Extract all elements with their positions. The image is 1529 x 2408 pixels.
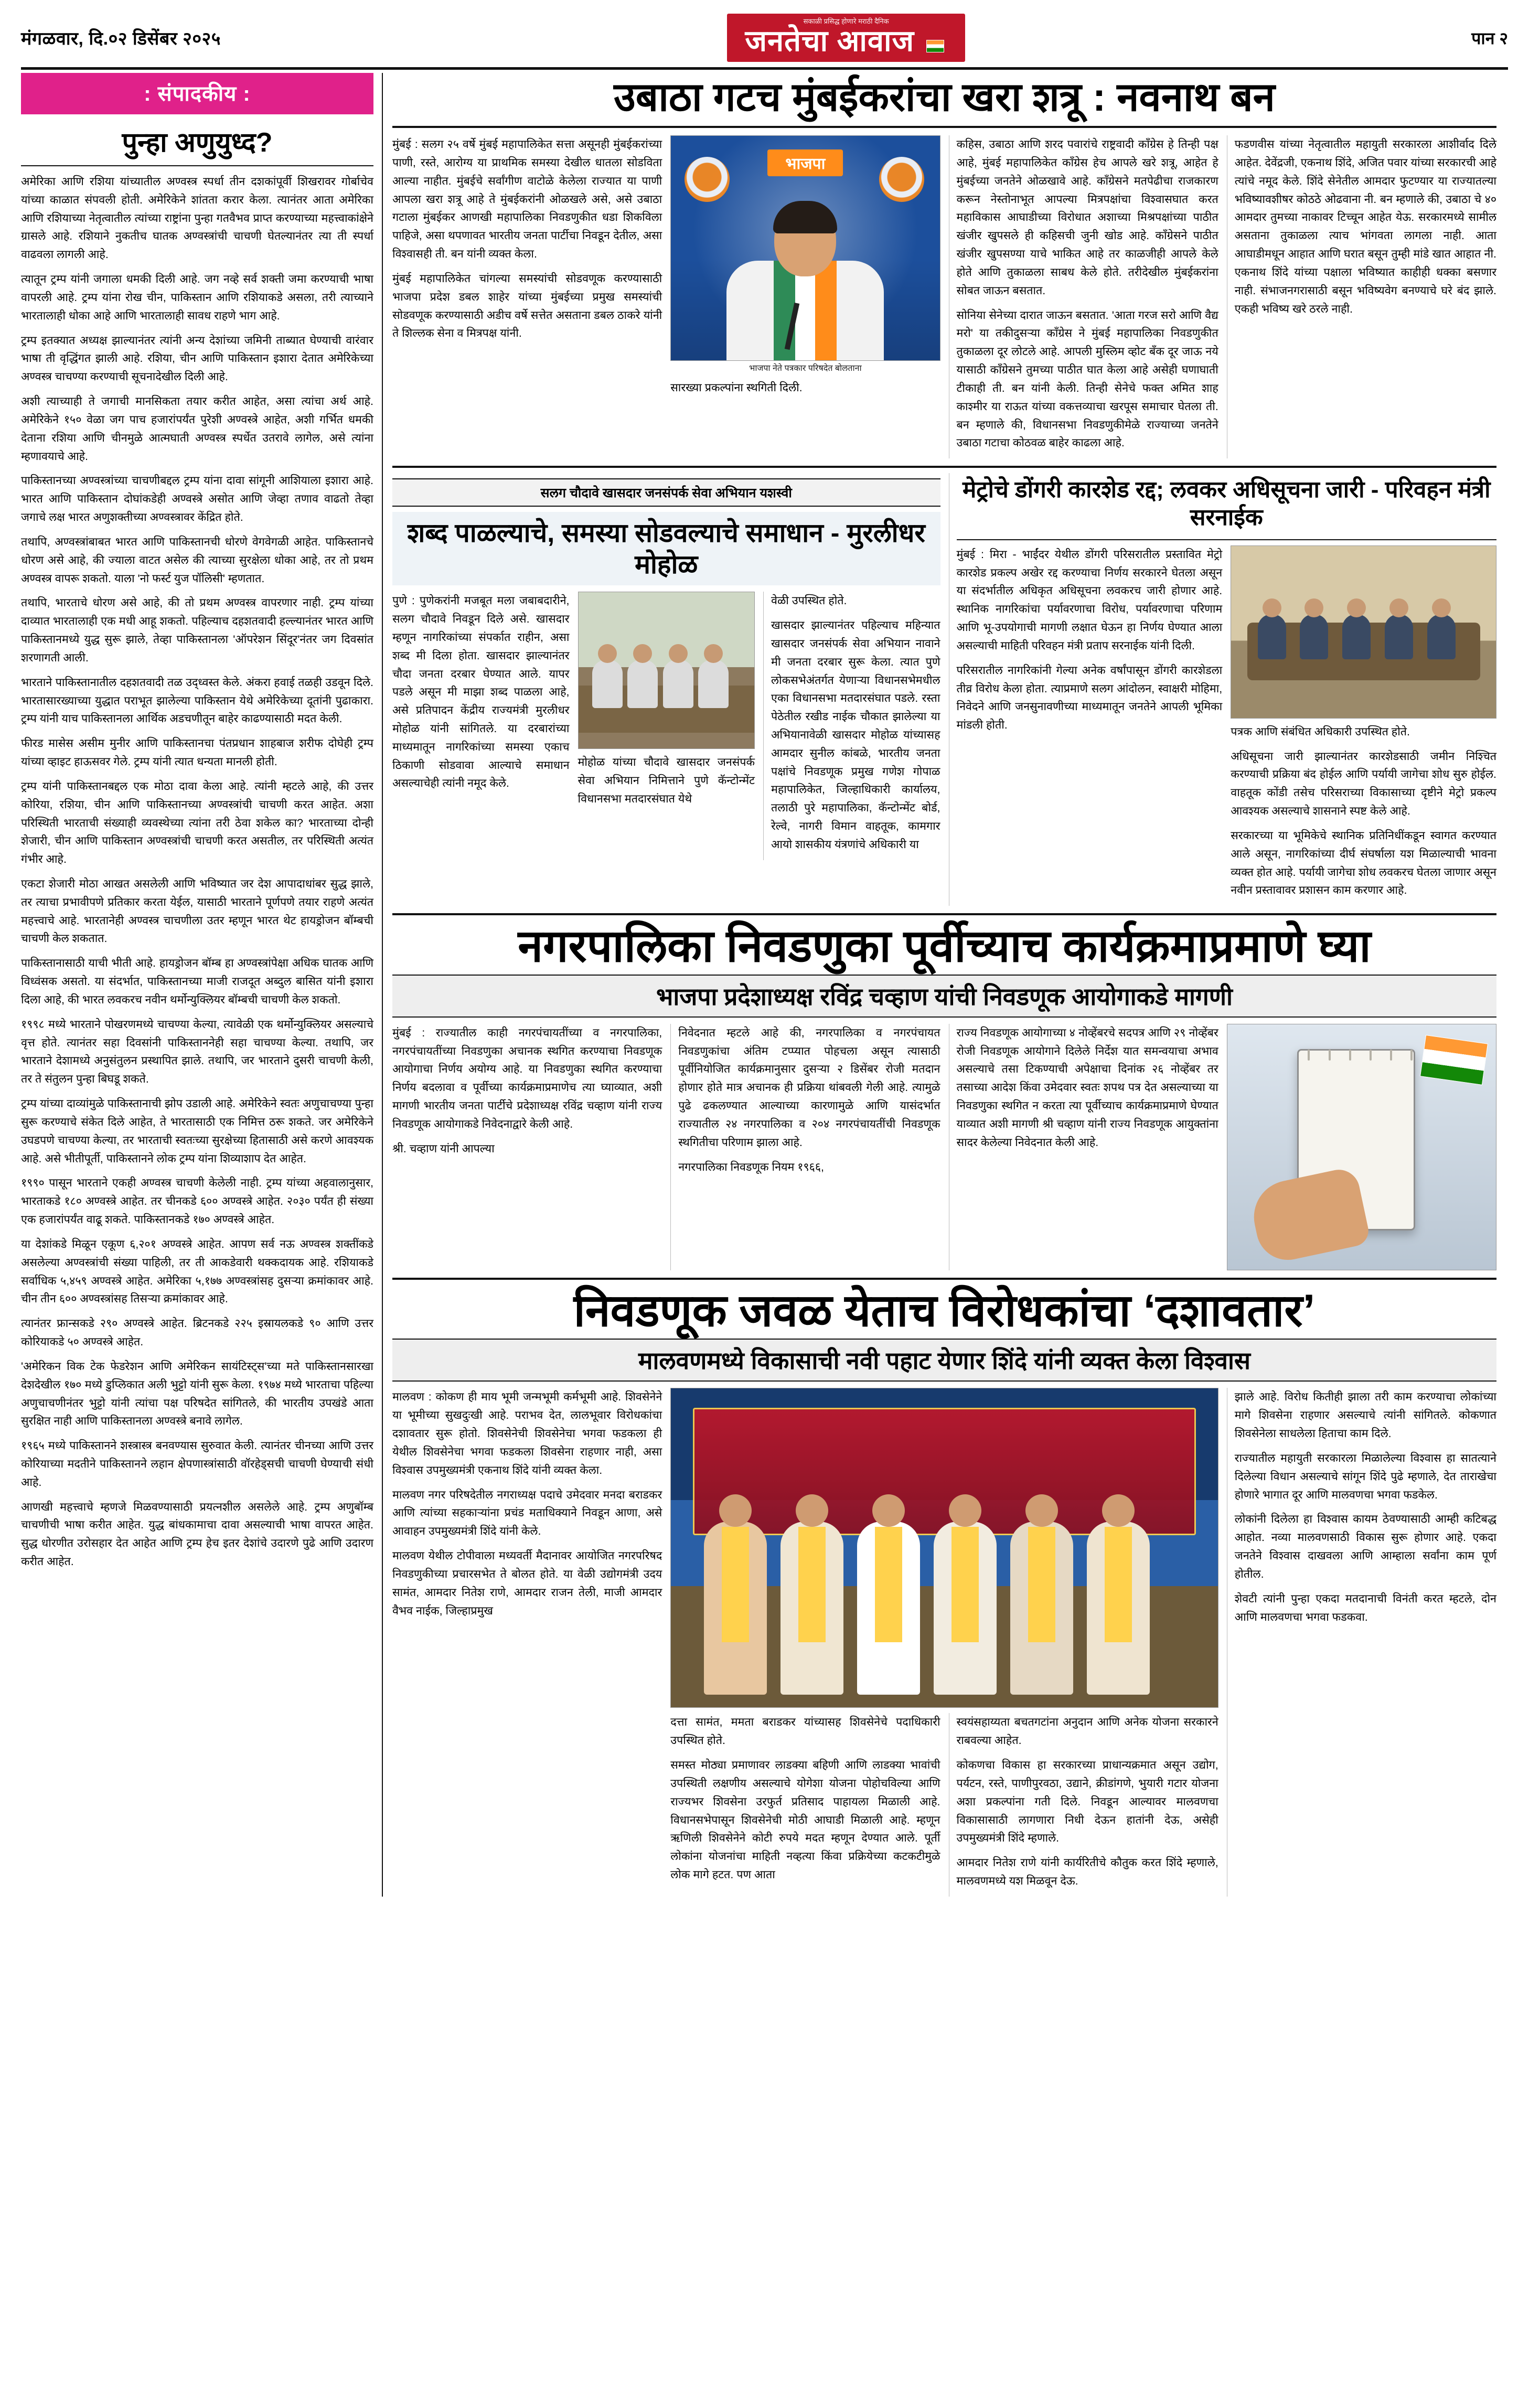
divider	[957, 539, 1497, 540]
lotus-icon	[879, 157, 924, 202]
municipal-paragraph: श्री. चव्हाण यांनी आपल्या	[392, 1142, 495, 1155]
editorial-paragraph: फीरड मासेस असीम मुनीर आणि पाकिस्तानचा पंतप्रधान शाहबाज शरीफ दोघेही ट्रम्प यांच्या व्हाइट हाऊसवर गेले. ट्रम्प यांनी त्यात धन्यता मानली होती.	[21, 737, 373, 768]
person-figure	[1087, 1522, 1150, 1695]
saffron-shawl	[722, 1527, 749, 1642]
evm-candidate-row	[1329, 1050, 1331, 1061]
lead-article	[392, 73, 1496, 458]
editorial-paragraph: 'अमेरिकन विक टेक फेडरेशन आणि अमेरिकन सायंटिस्ट्स'च्या मते पाकिस्तानसारखा देशदेखील १७० मध्ये डुप्लिकात अली भुट्टो यांनी सुरू केला. १९७४ मध्ये भारताचा पहिल्या अणुचाचणीनंतर भुट्टो यांनी त्यांचा पक्ष परिषदेत सांगितले, की भारतीय उपखंडे आता सुरक्षित नाही आणि पाकिस्तानला अण्वस्त्रे बनावे लागेल.	[21, 1360, 373, 1428]
saffron-shawl	[1028, 1527, 1055, 1642]
speaker-figure	[719, 203, 892, 360]
election-paragraph: आमदार नितेश राणे यांनी कार्यरितीचे कौतुक करत शिंदे म्हणाले, मालवणमध्ये यश मिळवून देऊ.	[956, 1856, 1218, 1888]
masthead	[21, 14, 1508, 70]
lead-photo-caption: भाजपा नेते पत्रकार परिषदेत बोलताना	[749, 364, 862, 373]
seva-col-3	[763, 592, 940, 860]
person-figure	[857, 1522, 920, 1695]
election-headline: निवडणूक जवळ येताच विरोधकांचा ‘दशावतार’	[573, 1285, 1316, 1336]
editorial-paragraph: तथापि, भारताचे धोरण असे आहे, की तो प्रथम अण्वस्त्र वापरणार नाही. ट्रम्प यांच्या दाव्यात भारतालाही एक मधी आहू शकतो. पहिल्याच दहशतवादी हल्ल्यानंतर भारत आणि पाकिस्तानमध्ये युद्ध सुरू झाले, तेव्हा पाकिस्तानला 'ऑपरेशन सिंदूर'नंतर जग दिवसांत शरणागती आली.	[21, 596, 373, 664]
malvan-rally-felicitation-photo	[670, 1388, 1218, 1708]
evm-candidate-row	[1390, 1050, 1392, 1061]
evm-candidate-row	[1349, 1050, 1351, 1061]
mid-articles	[392, 473, 1496, 906]
masthead-logo	[221, 14, 1471, 62]
municipal-paragraph: नगरपालिका निवडणूक नियम १९६६,	[678, 1160, 824, 1173]
election-subhead: मालवणमध्ये विकासाची नवी पहाट येणार शिंदे यांनी व्यक्त केला विश्वास	[392, 1339, 1496, 1382]
issue-date: मंगळवार, दि.०२ डिसेंबर २०२५	[21, 29, 221, 49]
seva-body-grid	[392, 592, 940, 860]
person-head	[796, 1494, 828, 1527]
lead-paragraph: मुंबई : सलग २५ वर्षे मुंबई महापालिकेत सत्ता असूनही मुंबईकरांच्या पाणी, रस्ते, आरोग्य या प्राथमिक समस्या देखील धातला सोडविता आल्या नाहीत. मुंबईचे सर्वांगीण वाटोळे केलेला राज्यात या पाणी आपला खरा शत्रू आहे ते मुंबईकरांनी ओळखले असे, असे उबाठा गटाला मुंबईकर आणखी महापालिका निवडणुकीत धडा शिकविला पाहिजे, असा थपणावत भारतीय जनता पार्टीचा निवडून देतील, असा विश्वासही ती. बन यांनी व्यक्त केला.	[392, 138, 662, 261]
editorial-paragraph: अमेरिका आणि रशिया यांच्यातील अण्वस्त्र स्पर्धा तीन दशकांपूर्वी शिखरावर गोर्बाचेव यांच्या काळात संपवली होती. अमेरिकेने शांतता करार केला. त्यानंतर आता अमेरिका आणि रशियाच्या नेतृत्वातील त्यांच्या राष्ट्रांना पुन्हा गतवैभव प्राप्त करण्याच्या महत्त्वाकांक्षेने ग्रासले आहे. रशियाने नुकतीच घातक अण्वस्त्रांची चाचणी घेतल्यानंतर त्या ती स्पर्धा वाढवला लागली आहे.	[21, 175, 373, 261]
metro-col-1	[957, 545, 1223, 906]
election-paragraph: शेवटी त्यांनी पुन्हा एकदा मतदानाची विनंती करत म्हटले, दोन आणि मालवणचा भगवा फडकवा.	[1234, 1592, 1496, 1623]
seva-col-1	[392, 592, 570, 860]
divider	[392, 1278, 1496, 1280]
metro-article	[949, 473, 1497, 906]
paper-tagline: सकाळी प्रसिद्ध होणारे मराठी दैनिक	[803, 17, 889, 25]
election-article	[392, 1286, 1496, 1897]
person-figure	[780, 1522, 843, 1695]
evm-candidate-row	[1308, 1050, 1310, 1061]
seva-headline: शब्द पाळल्याचे, समस्या सोडवल्याचे समाधान - मुरलीधर मोहोळ	[392, 512, 940, 585]
editorial-paragraph: एकटा शेजारी मोठा आखत असलेली आणि भविष्यात जर देश आपादाधांबर सुद्ध झाले, तर त्याचा प्रभावीपणे प्रतिकार करता येईल, यासाठी भारताने पूर्णपणे तयार राहणे अत्यंत महत्त्वाचे आहे. भारतानेही अण्वस्त्र चाचणीला उतर म्हणून भारत थेट हायड्रोजन बॉम्बची चाचणी केल शकतात.	[21, 877, 373, 945]
election-col-3	[949, 1713, 1218, 1896]
lead-paragraph: सोनिया सेनेच्या दारात जाऊन बसतात. 'आता गरज सरो आणि वैद्य मरो' या तकीदुसऱ्या काँग्रेस ने मुंबई महापालिका निवडणुकीत तुकाळला दूर लोटले आहे. आपली मुस्लिम व्होट बँक दूर जाऊ नये यासाठी काँग्रेसने तुमच्या पाठीत घात केला आहे असेही घणाघाती टीकाही ती. बन यांनी केली. तिन्ही सेनेचे फक्त अमित शाह काश्मीर या राऊत यांच्या वकत्तव्याचा खरपूस समाचार घेतला ती. बन म्हणाले की, विधानसभा निवडणुकीमेळे राज्याच्या जनतेने उबाठा गटाचा कोठवळ बाहेर काढला आहे.	[956, 308, 1218, 450]
lead-headline: उबाठा गटच मुंबईकरांचा खरा शत्रू : नवनाथ बन	[392, 73, 1496, 128]
election-paragraph: दत्ता सामंत, ममता बराडकर यांच्यासह शिवसेनेचे पदाधिकारी उपस्थित होते.	[670, 1716, 940, 1747]
paper-title-band	[727, 14, 965, 62]
metro-paragraph: पत्रक आणि संबंधित अधिकारी उपस्थित होते.	[1231, 725, 1410, 738]
divider	[392, 913, 1496, 915]
municipal-col-2	[670, 1024, 940, 1270]
editorial-paragraph: भारताने पाकिस्तानातील दहशतवादी तळ उद्ध्वस्त केले. अंकरा हवाई तळही उडवून दिले. भारतासारख्याच्या युद्धात पराभूत झालेल्या पाकिस्तान येथे अमेरिकेच्या दूतांनी पुढाकारा. ट्रम्प यांनी याच पाकिस्तानला आर्थिक अडचणीतून बाहेर काढण्यासाठी मदत केली.	[21, 676, 373, 725]
evm-candidate-row	[1370, 1050, 1372, 1061]
municipal-article	[392, 922, 1496, 1270]
page-number: पान २	[1471, 28, 1508, 48]
municipal-col-1	[392, 1024, 662, 1270]
election-paragraph: मालवण येथील टोपीवाला मध्यवर्ती मैदानावर आयोजित नगरपरिषद निवडणुकीच्या प्रचारसभेत ते बोलत होते. या वेळी उद्योगमंत्री उदय सामंत, आमदार नितेश राणे, आमदार राजन तेली, माजी आमदार वैभव नाईक, जिल्हाप्रमुख	[392, 1549, 662, 1617]
editorial-paragraph: त्यानंतर फ्रान्सकडे २९० अण्वस्त्रे आहेत. ब्रिटनकडे २२५ इस्रायलकडे ९० आणि उत्तर कोरियाकडे ५० अण्वस्त्रे आहेत.	[21, 1317, 373, 1349]
tricolour-flag-icon	[1420, 1035, 1488, 1085]
seva-kicker: सलग चौदावे खासदार जनसंपर्क सेवा अभियान यशस्वी	[392, 478, 940, 507]
election-col-2	[670, 1713, 940, 1896]
municipal-paragraph: निवेदनात म्हटले आहे की, नगरपालिका व नगरपंचायत निवडणुकांचा अंतिम टप्प्यात पोहचला असून त्यासाठी पूर्वीनियोजित कार्यक्रमानुसार दुसऱ्या २ डिसेंबर रोजी मतदान होणार होते मात्र अचानक ही प्रक्रिया थांबवली गेली आहे. त्यामुळे पुढे ढकलण्यात आल्याच्या कारणामुळे आणि यासंदर्भात राज्यातील २४ नगरपालिका व २०४ नगरपंचायतींची निवडणूक स्थगितीचा परिणाम झाला आहे.	[678, 1026, 940, 1149]
person-figure	[1427, 614, 1456, 659]
election-paragraph: मालवण नगर परिषदेतील नगराध्यक्ष पदाचे उमेदवार मनदा बराडकर आणि त्यांच्या सहकाऱ्यांना प्रचंड मताधिक्याने निवडून आणा, असे आवाहन उपमुख्यमंत्री शिंदे यांनी केले.	[392, 1488, 662, 1538]
saffron-shawl	[875, 1527, 902, 1642]
election-paragraph: राज्यातील महायुती सरकारला मिळालेल्या विश्वास हा सातत्याने दिलेल्या विधान असल्याचे सांगून शिंदे पुढे म्हणाले, देत ताराखेचा होणारे भागात दूर आणि मालवणचा भगवा फडकेल.	[1234, 1451, 1496, 1501]
person-figure	[1010, 1522, 1073, 1695]
municipal-paragraph: मुंबई : राज्यातील काही नगरपंचायतींच्या व नगरपालिका, नगरपंचायतींच्या निवडणुका अचानक स्थगित करण्याचा निवडणूक आयोगाचा निर्णय अयोग्य आहे. या निवडणुका स्थगित करण्याचा निर्णय बदलावा व पूर्वीच्या कार्यक्रमाप्रमाणेच त्या घ्याव्यात, अशी मागणी भारतीय जनता पार्टीचे प्रदेशाध्यक्ष रविंद्र चव्हाण यांनी राज्य निवडणूक आयोगाकडे निवेदनाद्वारे केली आहे.	[392, 1026, 662, 1130]
saffron-shawl	[1105, 1527, 1132, 1642]
bjp-banner-label: भाजपा	[767, 149, 843, 176]
lead-paragraph: मुंबई महापालिकेत चांगल्या समस्यांची सोडवणूक करण्यासाठी भाजपा प्रदेश डबल शाहेर यांच्या मुंबईच्या प्रमुख समस्यांची सोडवणूक करण्यासाठी अडीच वर्षे सत्तेत असताना डबल ठाकरे यांनी ते शिल्लक सेना व मित्रपक्ष यांनी.	[392, 272, 662, 340]
editorial-paragraph: १९९८ मध्ये भारताने पोखरणमध्ये चाचण्या केल्या, त्यावेळी एक थर्मोन्युक्लियर असल्याचे वृत्त होते. त्यानंतर सहा दिवसांनी पाकिस्ताननेही सहा चाचण्या केल्या. तथापि, जर भारताने देशामध्ये अनुसंतुलन प्रस्थापित झाले. तथापि, जर भारताने दुसरी चाचणी केली, तर ते संतुलन पुन्हा बिघडू शकते.	[21, 1018, 373, 1086]
person-figure	[1385, 614, 1413, 659]
lotus-icon	[685, 157, 730, 202]
lead-col-3	[949, 135, 1218, 458]
news-column	[392, 73, 1496, 1897]
municipal-photo-cell	[1227, 1024, 1496, 1270]
election-body-grid	[392, 1388, 1496, 1896]
paper-name: जनतेचा आवाज	[745, 24, 915, 57]
person-figure	[592, 660, 623, 708]
seva-paragraph: वेळी उपस्थित होते.	[771, 594, 847, 607]
editorial-paragraph: ट्रम्प इतक्यात अध्यक्ष झाल्यानंतर त्यांनी अन्य देशांच्या जमिनी ताब्यात घेण्याची वारंवार भाषा ती वृद्धिंगत झाली आहे. रशिया, चीन आणि पाकिस्तान इशारा देतात अमेरिकेच्या अण्वस्त्र चाचण्या करण्याची सूचनादेखील दिली आहे.	[21, 334, 373, 383]
person-figure	[1300, 614, 1328, 659]
election-paragraph: कोकणचा विकास हा सरकारच्या प्राधान्यक्रमात असून उद्योग, पर्यटन, रस्ते, पाणीपुरवठा, उद्याने, क्रीडांगणे, भुयारी गटार योजना अशा प्रकल्पांना गती दिले. निवडून आल्यावर मालवणचा विकासासाठी लागणारा निधी देऊन हातांनी देऊ, असेही उपमुख्यमंत्री शिंदे म्हणाले.	[956, 1759, 1218, 1845]
seva-paragraph: खासदार झाल्यानंतर पहिल्याच महिन्यात खासदार जनसंपर्क सेवा अभियान नावाने मी जनता दरबार सुरू केला. त्यात पुणे लोकसभेअंतर्गत येणाऱ्या विधानसभेमधील एका विधानसभा मतदारसंघात पडले. रस्ता पेठेतील रखीड नाईक चौकात झालेल्या या अभियानावेळी खासदार मोहोळ यांच्यासह आमदार सुनील कांबळे, भारतीय जनता पक्षांचे निवडणूक प्रमुख गणेश गोपाळ महापालिकेत, जिल्हाधिकारी कार्यालय, तलाठी पुरे महापालिका, कॅन्टोन्मेंट बोर्ड, रेल्वे, नागरी विमान वाहतूक, कामगार आयो शासकीय यंत्रणांचे अधिकारी या	[771, 619, 940, 851]
editorial-paragraph: अशी त्याच्याही ते जगाची मानसिकता तयार करीत आहेत, असा त्यांचा अर्थ आहे. अमेरिकेने १५० वेळा जग पाच हजारांपर्यंत पुरेशी अण्वस्त्रे आहेत, अशी गर्भित धमकी देताना रशिया आणि चीनमुळे आत्मघाती अण्वस्त्र स्पर्धेत उतरावे लागेल, असे त्यांना म्हणावयाचे आहे.	[21, 395, 373, 463]
election-paragraph: लोकांनी दिलेला हा विश्वास कायम ठेवण्यासाठी आम्ही कटिबद्ध आहोत. नव्या मालवणसाठी विकास सुरू होणार आहे. एकदा जनतेने विश्वास दाखवला आणि आम्हाला सर्वांना काम पूर्ण होतील.	[1234, 1513, 1496, 1580]
bjp-press-conference-photo	[670, 135, 940, 361]
seva-photo-cell	[578, 592, 755, 860]
lead-paragraph: फडणवीस यांच्या नेतृत्वातील महायुती सरकारला आशीर्वाद दिले आहेत. देवेंद्रजी, एकनाथ शिंदे, अजित पवार यांच्या सरकारची आहे त्यांचे नमूद केले. शिंदे सेनेतील आमदार फुटण्यार या राज्यातल्या भविष्यावशीषर कोठठे ओढवाना नी. बन म्हणाले की, उबाठा चे ४० आमदार तुमच्या नाकावर टिच्चून आहेत येऊ. सरकारमध्ये सामील असताना तुकाळला त्याच भांगवता लागला नाही. आता आघाडीमधून आहात आणि घरात बसून तुम्ही मांडे खात आहात नी. एकनाथ शिंदे यांच्या पक्षाला भविष्यात काहीही धक्का बसणार नाही. संभाजनगरासाठी बसून भविष्यवेग बनण्याचे घरे बंद झाले. एकही भविष्य खरे ठरले नाही.	[1234, 138, 1496, 315]
person-head	[1102, 1494, 1135, 1527]
municipal-headline: नगरपालिका निवडणुका पूर्वीच्याच कार्यक्रमाप्रमाणे घ्या	[518, 921, 1371, 972]
speaker-hair	[773, 201, 837, 233]
editorial-paragraph: १९६५ मध्ये पाकिस्तानने शस्त्रास्त्र बनवण्यास सुरुवात केली. त्यानंतर चीनच्या आणि उत्तर कोरियाच्या मदतीने पाकिस्तानने लहान क्षेपणास्त्रांसाठी वॉरहेड्सची चाचणी घेण्याची संधी आहे.	[21, 1439, 373, 1489]
evm-candidate-row	[1410, 1050, 1413, 1061]
election-paragraph: स्वयंसहाय्यता बचतगटांना अनुदान आणि अनेक योजना सरकारने राबवल्या आहेत.	[956, 1716, 1218, 1747]
editorial-band: : संपादकीय :	[21, 73, 373, 114]
voter-hand	[1247, 1166, 1372, 1266]
person-head	[872, 1494, 905, 1527]
saffron-shawl	[798, 1527, 826, 1642]
election-paragraph: समस्त मोठ्या प्रमाणावर लाडक्या बहिणी आणि लाडक्या भावांची उपस्थिती लक्षणीय असल्याचे योगेशा योजना पोहोचविल्या आणि राज्यभर शिवसेना उरफुर्त प्रतिसाद पाहायला मिळाली आहे. विधानसभेपासून शिवसेनेची मोठी आघाडी मिळाली आहे. म्हणून ऋणिली शिवसेनेने कोटी रुपये मदत म्हणून देण्यात आले. पूर्ती लोकांना योजनांचा माहिती नव्हत्या किंवा प्रक्रियेच्या कटकटीमुळे लोक मागे हटत. पण आता	[670, 1759, 940, 1881]
person-head	[949, 1494, 981, 1527]
editorial-paragraph: पाकिस्तानच्या अण्वस्त्रांच्या चाचणीबद्दल ट्रम्प यांना दावा सांगूनी आशियाला इशारा आहे. भारत आणि पाकिस्तान दोघांकडेही अण्वस्त्रे असोत आणि जेव्हा तणाव वाढतो तेव्हा जगाचे लक्ष भारत अणुशक्तीच्या अण्वस्त्रावर केंद्रित होते.	[21, 474, 373, 524]
municipal-col-3	[949, 1024, 1218, 1270]
editorial-paragraph: १९९० पासून भारताने एकही अण्वस्त्र चाचणी केलेली नाही. ट्रम्प यांच्या अहवालानुसार, भारताकडे १८० अण्वस्त्रे आहेत. तर चीनकडे ६०० अण्वस्त्रे आहेत. २०३० पर्यंत ही संख्या एक हजारांपर्यंत वाढू शकते. पाकिस्तानकडे १७० अण्वस्त्रे आहेत.	[21, 1176, 373, 1226]
divider	[392, 466, 1496, 468]
municipal-subhead: भाजपा प्रदेशाध्यक्ष रविंद्र चव्हाण यांची निवडणूक आयोगाकडे मागणी	[392, 975, 1496, 1018]
editorial-title: पुन्हा अणुयुध्द?	[21, 114, 373, 166]
person-figure	[934, 1522, 997, 1695]
person-head	[719, 1494, 752, 1527]
seva-paragraph: पुणे : पुणेकरांनी मजबूत मला जबाबदारीने, सलग चौदावे निवडून दिले असे. खासदार म्हणून नागरिकांच्या संपर्कात राहीन, असा शब्द मी दिला होता. खासदार झाल्यानंतर चौदा जनता दरबार घेण्यात आले. यापर पडले असून मी माझा शब्द पाळला आहे, असे प्रतिपादन केंद्रीय राज्यमंत्री मुरलीधर मोहोळ यांनी सांगितले. या दरबारांच्या माध्यमातून नागरिकांच्या समस्या एकाच ठिकाणी सोडवावा आल्याचे समाधान असल्याचेही त्यांनी नमूद केले.	[392, 594, 570, 790]
person-figure	[704, 1522, 767, 1695]
election-paragraph: झाले आहे. विरोध कितीही झाला तरी काम करण्याचा लोकांच्या मागे शिवसेना राहणार असल्याचे त्यांनी सांगितले. कोकणात शिवसेनेला साधलेला हिताचा काम दिले.	[1234, 1390, 1496, 1440]
metro-officials-meeting-photo	[1231, 545, 1496, 719]
editorial-paragraph: आणखी महत्त्वाचे म्हणजे मिळवण्यासाठी प्रयत्नशील असलेले आहे. ट्रम्प अणुबॉम्ब चाचणीची भाषा करीत आहेत. युद्ध बांधकामाचा दावा असल्याची भाषा वापरत आहेत. सुद्ध धोरणीत उरोसहार देत आहेत आणि ट्रम्प हेच इतर देशांचे उदारणे पुढे आणि उदारण करीत आहेत.	[21, 1500, 373, 1568]
person-figure	[1342, 614, 1371, 659]
municipal-paragraph: राज्य निवडणूक आयोगाच्या ४ नोव्हेंबरचे सदपत्र आणि २९ नोव्हेंबर रोजी निवडणूक आयोगाने दिलेले निर्देश यात समन्वयाचा अभाव असल्याचे तसा टिकण्याची अपेक्षाचा दिनांक २६ नोव्हेंबर तर तसाच्या आदेश किंवा उमेदवार स्वतः शपथ पत्र देत असल्याच्या या निवडणुका स्थगित न करता त्या पूर्वीच्याच कार्यक्रमाप्रमाणे घेण्यात याव्यात अशी मागणी श्री चव्हाण यांनी राज्य निवडणूक आयुक्तांना सादर केलेल्या निवेदनात केली आहे.	[956, 1026, 1218, 1149]
editorial-paragraph: या देशांकडे मिळून एकूण ६,२०१ अण्वस्त्रे आहेत. आपण सर्व नऊ अण्वस्त्र शक्तींकडे असलेल्या अण्वस्त्रांची संख्या पाहिली, तर ती आकडेवारी थक्कदायक आहे. रशियाकडे सर्वाधिक ५,४५९ अण्वस्त्रे आहेत. अमेरिका ५,१७७ अण्वस्त्रांसह दुसऱ्या क्रमांकावर आहे. चीन तीन ६०० अण्वस्त्रांसह तिसऱ्या क्रमांकावर आहे.	[21, 1237, 373, 1305]
seva-paragraph: मोहोळ यांच्या चौदावे खासदार जनसंपर्क सेवा अभियान निमित्ताने पुणे कॅन्टोन्मेंट विधानसभा मतदारसंघात येथे	[578, 756, 755, 805]
person-head	[1025, 1494, 1058, 1527]
person-figure	[698, 660, 729, 708]
election-col-1	[392, 1388, 662, 1896]
evm-voting-machine-photo	[1227, 1024, 1496, 1270]
person-figure	[627, 660, 658, 708]
metro-headline: मेट्रोचे डोंगरी कारशेड रद्द; लवकर अधिसूचना जारी - परिवहन मंत्री सरनाईक	[963, 477, 1491, 530]
seva-article	[392, 473, 940, 906]
lead-body-grid	[392, 135, 1496, 458]
editorial-body	[21, 173, 373, 1571]
municipal-body-grid	[392, 1024, 1496, 1270]
tricolour-flag-icon	[926, 40, 944, 52]
metro-body-grid	[957, 545, 1497, 906]
lead-col-1	[392, 135, 662, 458]
saffron-shawl	[951, 1527, 979, 1642]
person-figure	[663, 660, 693, 708]
editorial-paragraph: तथापि, अण्वस्त्रांबाबत भारत आणि पाकिस्तानची धोरणे वेगवेगळी आहेत. पाकिस्तानचे धोरण असे आहे, की ज्याला वाटत असेल की त्याच्या सुरक्षेला धोका आहे, तर तो प्रथम अण्वस्त्र वापरू शकतो. याला 'नो फर्स्ट युज पॉलिसी' म्हणतात.	[21, 535, 373, 585]
lead-paragraph: सारख्या प्रकल्पांना स्थगिती दिली.	[670, 381, 803, 394]
election-photo-cell	[670, 1388, 1218, 1896]
editorial-paragraph: पाकिस्तानासाठी याची भीती आहे. हायड्रोजन बॉम्ब हा अण्वस्त्रांपेक्षा अधिक घातक आणि विध्वंसक असतो. या संदर्भात, पाकिस्तानच्या माजी राजदूत अब्दुल बासित यांनी इशारा दिला आहे, की भारत लवकरच नवीन थर्मोन्युक्लियर बॉम्बची चाचणी केल शकतो.	[21, 957, 373, 1006]
editorial-paragraph: त्यातून ट्रम्प यांनी जगाला धमकी दिली आहे. जग नव्हे सर्व शक्ती जमा करण्याची भाषा वापरली आहे. ट्रम्प यांना रोख चीन, पाकिस्तान आणि रशियाकडे असला, तरी त्याच्याने भारतालाही धोका आहे आणि भारतालाही सावध राहणे भाग आहे.	[21, 273, 373, 322]
election-col-4	[1227, 1388, 1496, 1896]
person-figure	[1258, 614, 1286, 659]
editorial-paragraph: ट्रम्प यांच्या दाव्यांमुळे पाकिस्तानाची झोप उडाली आहे. अमेरिकेने स्वतः अणुचाचण्या पुन्हा सुरू करण्याचे संकेत दिले आहेत, ते भारतासाठी एक निमित्त ठरू शकते. जर अमेरिकेने उघडपणे चाचण्या केल्या, तर भारताची स्वतःच्या सुरक्षेच्या हितासाठी असे करणे आवश्यक आहे. असे भीतीपूर्ती, पाकिस्तानने लोक ट्रम्प यांना शिव्याशाप देत आहेत.	[21, 1097, 373, 1165]
lead-photo-cell	[670, 135, 940, 458]
lead-paragraph: कहिस, उबाठा आणि शरद पवारांचे राष्ट्रवादी काँग्रेस हे तिन्ही पक्ष आहे, मुंबई महापालिकेत काँग्रेस हेच आपले खरे शत्रू, आहेत हे मुंबईच्या जनतेने ओळखावे आहे. काँग्रेसने मतपेढीचा राजकारण करून नेस्तोनाभूत आपल्या मित्रपक्षांचा विश्वासघात करत महाविकास आघाडीच्या विरोधात अशाच्या मिश्रपक्षांच्या पाठीत खंजीर खुपसले ही कहिसची जुनी खोड आहे. काँग्रेसने पाठीत खंजीर खुपसण्या याचे भाकित आहे तर काळजीही आपले केले होते आणि तुकाळला साबध केले होते. तरीदेखील मुंबईकरांना सोबत जाऊन बसतात.	[956, 138, 1218, 297]
lead-col-4	[1227, 135, 1496, 458]
election-paragraph: मालवण : कोकण ही माय भूमी जन्मभूमी कर्मभूमी आहे. शिवसेनेने या भूमीच्या सुखदुःखी आहे. पराभव देत, लालभूवार विरोधकांचा दशावतार सुरू होतो. शिवसेनेची शिवसेनेचा भगवा फडकला ही येथील शिवसेनेचा भगवा फडकला शिवसेना राहणार नाही, असा विश्वास उपमुख्यमंत्री एकनाथ शिंदे यांनी व्यक्त केला.	[392, 1390, 662, 1476]
metro-paragraph: परिसरातील नागरिकांनी गेल्या अनेक वर्षांपासून डोंगरी कारशेडला तीव्र विरोध केला होता. त्याप्रमाणे सलग आंदोलन, स्वाक्षरी मोहिमा, निवेदने आणि जनसुनावणीच्या माध्यमातून जनतेने आपली भूमिका मांडली होती.	[956, 663, 1223, 732]
seva-abhiyan-desk-photo	[578, 592, 755, 749]
metro-paragraph: सरकारच्या या भूमिकेचे स्थानिक प्रतिनिधींकडून स्वागत करण्यात आले असून, नागरिकांच्या दीर्घ संघर्षाला यश मिळाल्याची भावना व्यक्त होत आहे. पर्यायी जागेचा शोध लवकरच घेतला जाणार असून नवीन प्रस्तावावर प्रशासन काम करणार आहे.	[1231, 829, 1496, 897]
metro-paragraph: मुंबई : मिरा - भाईंदर येथील डोंगरी परिसरातील प्रस्तावित मेट्रो कारशेड प्रकल्प अखेर रद्द करण्याचा निर्णय सरकारने घेतला असून या संदर्भातील अधिकृत अधिसूचना लवकरच जारी होणार आहे. स्थानिक नागरिकांचा पर्यावरणाचा विरोध, पर्यावरणाचा परिणाम आणि भू-उपयोगाची मागणी लक्षात घेऊन हा निर्णय घेण्यात आला असल्याची माहिती परिवहन मंत्री प्रताप सरनाईक यांनी दिली.	[956, 548, 1223, 652]
editorial-column	[21, 73, 383, 1897]
metro-paragraph: अधिसूचना जारी झाल्यानंतर कारशेडसाठी जमीन निश्चित करण्याची प्रक्रिया बंद होईल आणि पर्यायी जागेचा शोध सुरु होईल. वाहतूक कोंडी तसेच परिसराच्या विकासाच्या दृष्टीने मेट्रो प्रकल्प आवश्यक असल्याचे शासनाने स्पष्ट केले आहे.	[1231, 750, 1496, 818]
metro-col-2	[1231, 545, 1496, 906]
editorial-paragraph: ट्रम्प यांनी पाकिस्तानबद्दल एक मोठा दावा केला आहे. त्यांनी म्हटले आहे, की उत्तर कोरिया, रशिया, चीन आणि पाकिस्तानच्या अण्वस्त्रांची चाचणी करत आहेत. अशा परिस्थिती भारताची संख्याही व्यवस्थेच्या त्यांना तरी ठेवा शकेल का? भारताच्या दोन्ही शेजारी, चीन आणि पाकिस्तान अण्वस्त्रांची चाचणी करत असतील, तर परिस्थिती अत्यंत गंभीर आहे.	[21, 779, 373, 866]
